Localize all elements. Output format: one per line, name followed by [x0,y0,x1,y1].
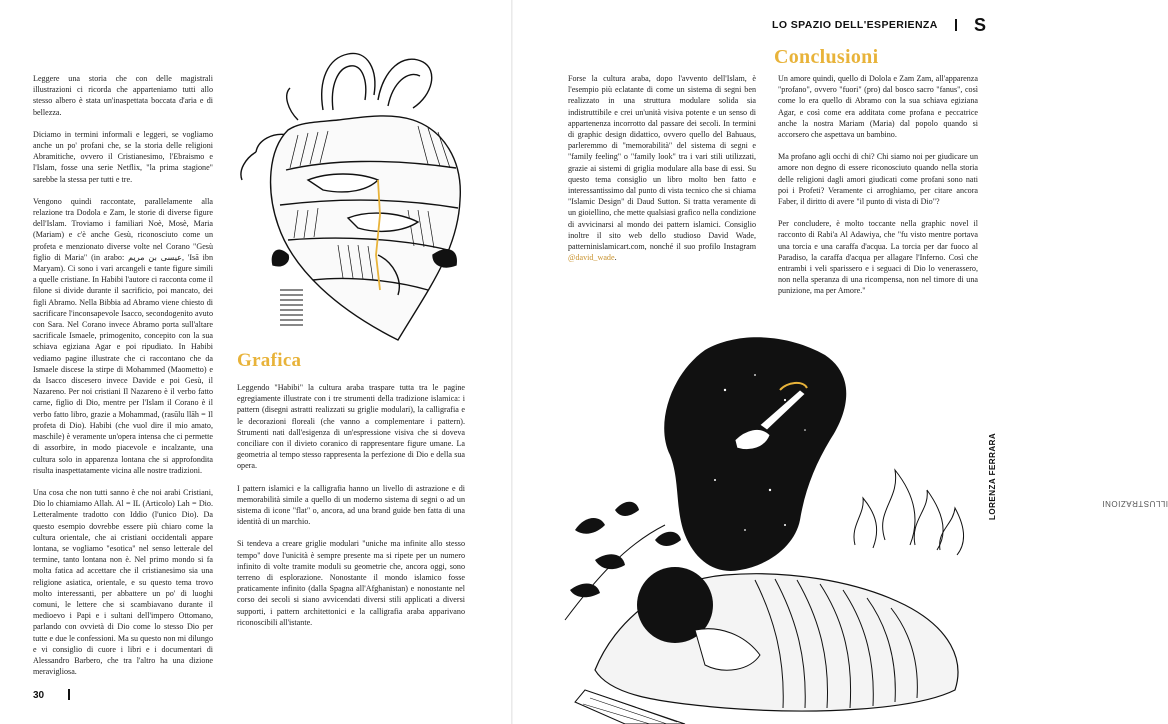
anatomical-heart-illustration [228,40,473,340]
paragraph: I pattern islamici e la calligrafia hanno un livello di astrazione e di memorabilità simile a quello di un moderno sistema di segni o ad un sistema di icone "flat" o, ancora, ad una brand guide ben fatta di una identità di un marchio. [237,483,465,527]
paragraph-text: Forse la cultura araba, dopo l'avvento dell'Islam, è l'esempio più eclatante di come un sistema di segni ben realizzato in una struttura modulare solida sia indistruttibile e crei un'unità visiva potente e un senso di appartenenza incorrotto dal passare dei secoli. In termini di graphic design didattico, ovvero quello del Bahuaus, parleremmo di "memorabilità" del sistema di segni e "family feeling" o "family look" tra i vari stili utilizzati, grazie ai sistemi di griglia modulare alla base di essi. Su questo tema consiglio un libro molto ben fatto e interessantissimo dal punto di vista tecnico che si chiama "Islamic Design" di Daud Sutton. Si tratta veramente di un gioiellino, che mette qualsiasi grafico nella condizione di avvicinarsi al mondo dei pattern islamici. Consiglio inoltre il sito web dello studioso David Wade, patterninislamicart.com, nonché il suo profilo Instagram [568,74,756,252]
section-heading-conclusioni: Conclusioni [774,46,879,68]
paragraph: Vengono quindi raccontate, parallelamente alla relazione tra Dodola e Zam, le storie di diverse figure dell'Islam. Troviamo i familiari Noè, Mosè, Maria (Mariam) e c'è anche Gesù, riconosciuto come un profeta e menzionato diverse volte nel Corano "Gesù figlio di Maria" (in arabo: عيسى بن مريم, 'Isā ibn Maryam). Ci sono i vari arcangeli e tante figure simili a quelle cristiane. In Habibi l'autore ci racconta come il filone si divide durante il sacrificio, poi mancato, dei figli Abramo. Nella Bibbia ad Abramo viene chiesto di sacrificare l'inconsapevole Isacco, secondogenito avuto con Sara. Nel Corano invece Abramo porta sull'altare sacrificale Ismaele, primogenito, concepito con la sua schiava egiziana Agar e poi ripudiato. In Habibi vediamo pagine illustrate che ci raccontano che da Ismaele discese la stirpe di Mohammed (Maometto) e da Isacco discesero invece Davide e poi Gesù, il Nazareno. Per noi cristiani Il Nazareno è il verbo fatto carne, figlio di Dio, mentre per l'Islam il Corano è il verbo fatto libro, grazie a Mohammad, (rasūlu llāh = Il profeta di Dio). Habibi (che vuol dire il mio amato, maschile) è veramente un'opera intensa che ci permette di assorbire, in modo piacevole e incalzante, una cultura solo in apparenza lontana che si approfondita risulta inaspettatamente vicina alle nostre tradizioni. [33,196,214,475]
section-title: LO SPAZIO DELL'ESPERIENZA [772,19,938,31]
center-text-column [237,382,465,628]
paragraph: Diciamo in termini informali e leggeri, se vogliamo anche un po' profani che, se la storia delle religioni Abramitiche, ovvero il Cristianesimo, l'Ebraismo e l'Islam, fosse una serie Netflix, "la prima stagione" sarebbe la stessa per tutti e tre. [33,129,213,184]
paragraph-end: . [614,253,617,263]
sleeping-figure-illustration [555,330,975,724]
illustration-credit [976,340,1168,520]
page-gutter [511,0,513,724]
credit-label: ILLUSTRAZIONI [1101,499,1168,508]
instagram-link[interactable]: @david_wade [568,253,615,263]
credit-name: LORENZA FERRARA [988,432,997,520]
header-divider [955,19,957,31]
paragraph: Per concludere, è molto toccante nella graphic novel il racconto di Rabi'a Al Adawiya, che "fu visto mentre portava una torcia e una caraffa d'acqua. La torcia per dar fuoco al Paradiso, la caraffa d'acqua per allagare l'Inferno. Così che entrambi i veli sparissero e i seguaci di Dio lo venerassero, non nella speranza di una ricompensa, non nel timore di una punizione, ma per Amore." [778,219,978,296]
right-text-column-2 [778,73,978,297]
footer-divider [68,689,70,700]
right-text-column-1 [568,73,756,263]
left-text-column [33,73,213,677]
section-heading-grafica: Grafica [237,350,302,371]
magazine-logo-icon: S [974,15,987,35]
paragraph: Ma profano agli occhi di chi? Chi siamo noi per giudicare un amore non degno di essere riconosciuto quando nella storia delle religioni dagli amori giudicati come profani sono nati poi i Profeti? Veramente ci arroghiamo, per citare ancora Faber, il diritto di avere "il punto di vista di Dio"? [778,152,978,207]
paragraph: Leggere una storia che con delle magistrali illustrazioni ci ricorda che apparteniamo tutti allo stesso albero è stata un'inaspettata boccata d'aria e di bellezza. [33,74,213,117]
paragraph: Leggendo "Habibi" la cultura araba traspare tutta tra le pagine egregiamente illustrate con i tre strumenti della tradizione islamica: i pattern (disegni astratti realizzati su griglie modulari), la calligrafia e le decorazioni floreali (che vanno a complementare i pattern). Strumenti nati dall'esigenza di un'espressione visiva che si doveva conciliare con il divieto coranico di rappresentare figure umane. La geometria al tempo stesso rappresenta la perfezione di Dio e della sua opera. [237,383,465,471]
paragraph: Un amore quindi, quello di Dolola e Zam Zam, all'apparenza "profano", ovvero "fuori" (pro) dal bosco sacro "fanus", così come lo era quello di Abramo con la sua schiava egiziana Agar, e così come era additata come profana e peccatrice anche la nostra Mariam (Maria) dal popolo quando si accorsero che aspettava un bambino. [778,74,978,140]
paragraph [568,73,756,263]
paragraph: Si tendeva a creare griglie modulari "uniche ma infinite allo stesso tempo" dove l'unicità è sempre presente ma si ripete per un numero infinito di volte tramite moduli su geometrie che, ancora oggi, sono terreno di esplorazione. Nonostante il mondo islamico fosse praticamente infinito (dalla Spagna all'Afghanistan) e nonostante nel corso dei secoli si siano avvicendati diversi stili applicati a diversi supporti, i pattern architettonici e la calligrafia araba apparivano riconoscibili all'istante. [237,539,465,627]
page-number: 30 [33,690,45,701]
paragraph: Una cosa che non tutti sanno è che noi arabi Cristiani, Dio lo chiamiamo Allah. Al = IL (Articolo) Lah = Dio. Letteralmente tradotto con Iddio (l'unico Dio). Da questo esempio dovrebbe essere più chiaro come la cultura orientale, che ai cristiani occidentali appare lontana, se vogliamo "esotica" nel senso letterale del termine, tanto lontana non è. Nel primo mondo si fa molta fatica ad accettare che il cristianesimo sia una religione asiatica, orientale, e su questo tema trovo molto interessanti, per abbattere un po' di luoghi comuni, le lettere che si scambiavano durante il medioevo i Papi e i sultani dell'impero Ottomano, parlando con ovvietà di Dio come lo stesso Dio per tutte e due le confessioni. Ma su questo non mi dilungo e vi consiglio di cuore i libri e i documentari di Alessandro Barbero, che tra l'altro ha una dizione meravigliosa. [33,487,213,677]
